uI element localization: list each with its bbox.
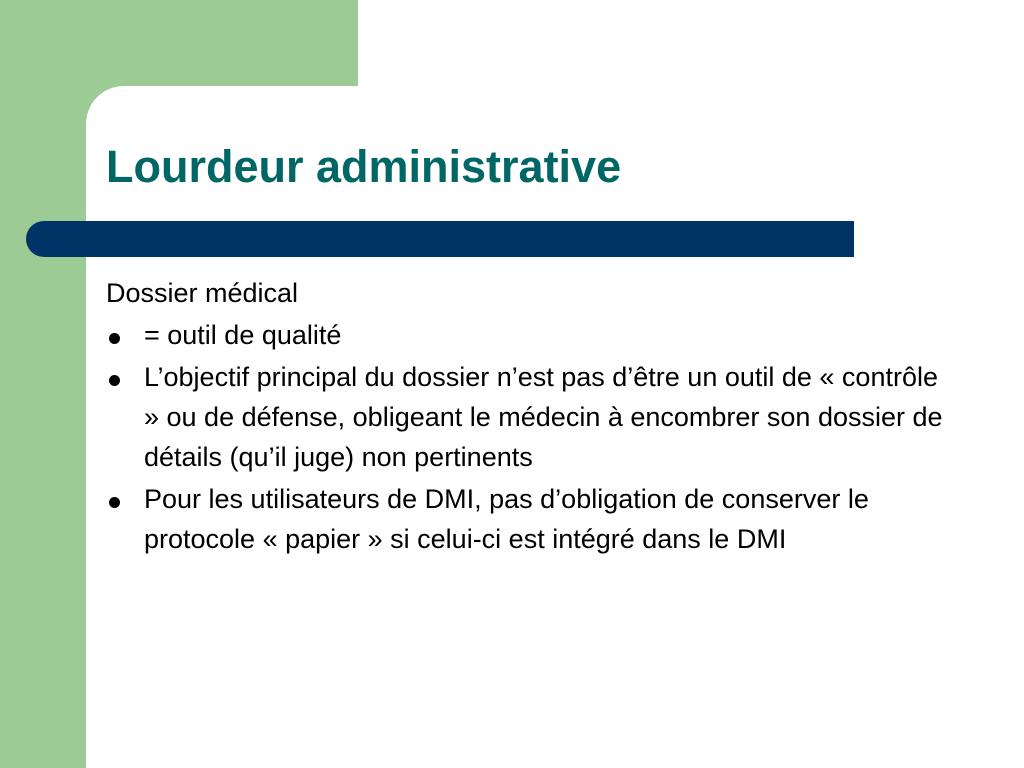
bullet-text: Pour les utilisateurs de DMI, pas d’obligation de conserver le protocole « papier » si celui-ci est intégré dans le DMI	[144, 484, 869, 555]
title-underline-bar	[26, 221, 854, 257]
bullet-item	[106, 358, 956, 477]
bullet-item	[106, 480, 956, 559]
bullet-list	[106, 316, 956, 560]
intro-text: Dossier médical	[106, 278, 299, 308]
bullet-text: = outil de qualité	[144, 319, 342, 350]
slide-body	[106, 274, 956, 563]
bullet-text: L’objectif principal du dossier n’est pas d’être un outil de « contrôle » ou de défense, obligeant le médecin à encombrer son dossier de détails (qu’il juge) non pertinents	[144, 362, 943, 472]
bullet-item	[106, 316, 956, 356]
bullet-dot-icon	[109, 375, 120, 386]
bullet-dot-icon	[109, 333, 120, 344]
bullet-dot-icon	[109, 497, 120, 508]
slide-title: Lourdeur administrative	[106, 141, 622, 192]
